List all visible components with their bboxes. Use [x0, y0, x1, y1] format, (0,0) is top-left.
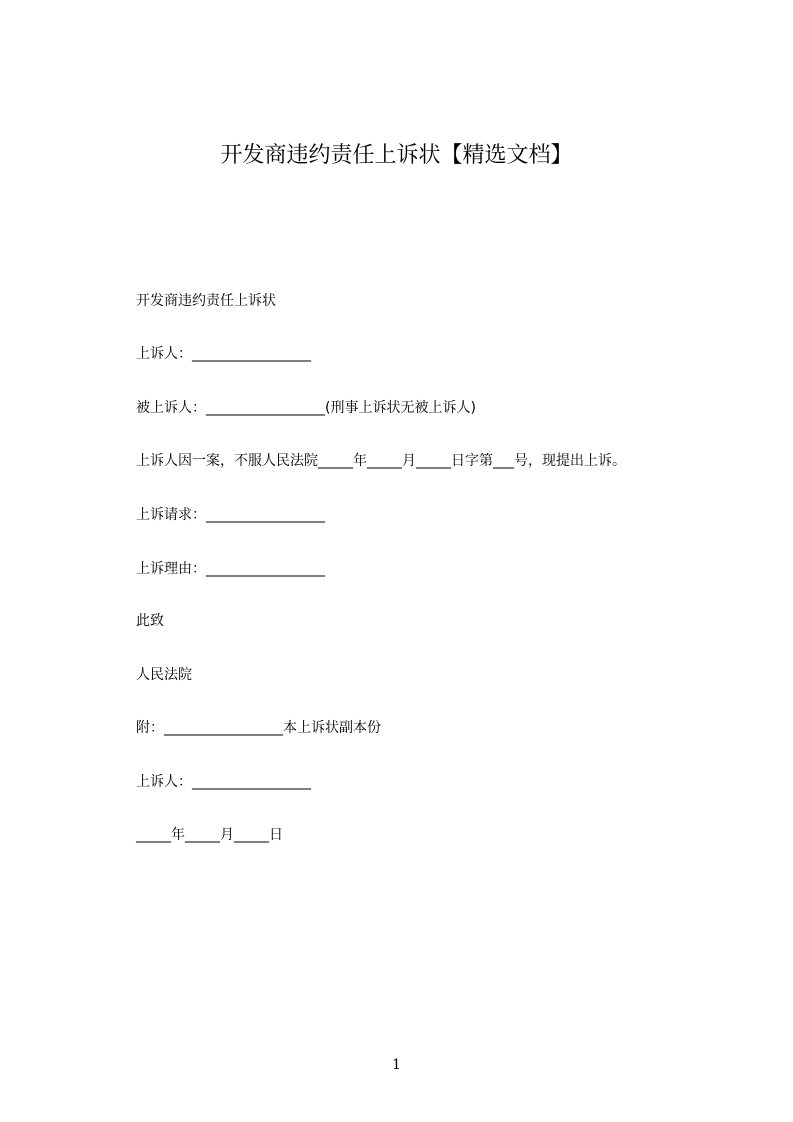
appellee-line: 被上诉人：_________________(刑事上诉状无被上诉人) [136, 400, 476, 416]
document-subtitle: 开发商违约责任上诉状 [136, 293, 276, 309]
document-title: 开发商违约责任上诉状【精选文档】 [220, 143, 573, 168]
appellant-line: 上诉人：_________________ [136, 346, 311, 362]
appeal-request-line: 上诉请求：_________________ [136, 507, 325, 523]
date-line: _____年_____月_____日 [136, 827, 283, 843]
appeal-reason-line: 上诉理由：_________________ [136, 561, 325, 577]
case-statement-line: 上诉人因一案，不服人民法院_____年_____月_____日字第___号，现提出上诉。 [136, 453, 626, 469]
page-number: 1 [392, 1057, 401, 1073]
signature-line: 上诉人：_________________ [136, 774, 311, 790]
attachment-line: 附：_________________本上诉状副本份 [136, 720, 381, 736]
court-line: 人民法院 [136, 667, 192, 683]
salutation-line: 此致 [136, 613, 164, 629]
